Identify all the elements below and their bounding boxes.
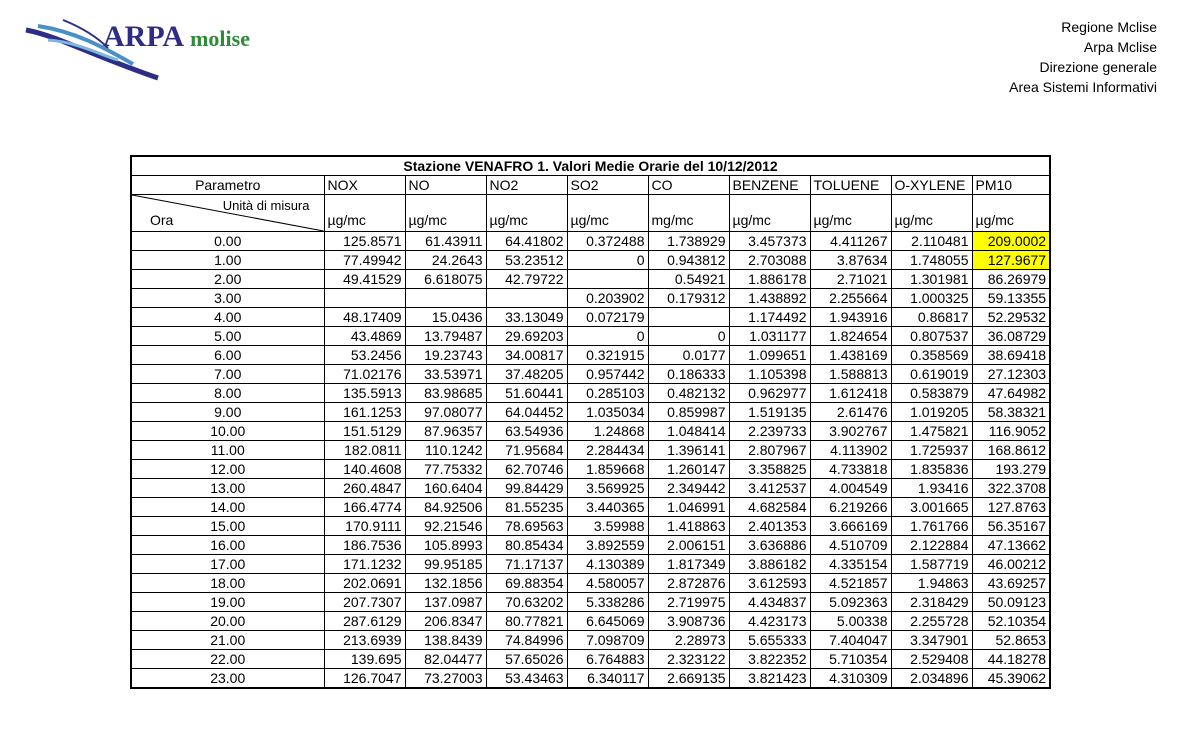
table-row — [131, 365, 1050, 384]
value-cell: 0.285103 — [567, 384, 648, 403]
column-header: SO2 — [567, 176, 648, 195]
value-cell: 4.434837 — [729, 593, 810, 612]
organization-header — [1009, 17, 1157, 97]
value-cell: 50.09123 — [972, 593, 1050, 612]
value-cell: 0 — [567, 327, 648, 346]
value-cell: 87.96357 — [405, 422, 486, 441]
unit-hour-header — [131, 195, 324, 232]
value-cell: 61.43911 — [405, 232, 486, 251]
unit-cell: µg/mc — [486, 195, 567, 232]
value-cell: 33.53971 — [405, 365, 486, 384]
value-cell: 1.418863 — [648, 517, 729, 536]
value-cell: 3.358825 — [729, 460, 810, 479]
value-cell: 213.6939 — [324, 631, 405, 650]
value-cell: 139.695 — [324, 650, 405, 669]
value-cell: 3.59988 — [567, 517, 648, 536]
value-cell: 36.08729 — [972, 327, 1050, 346]
value-cell: 127.9677 — [972, 251, 1050, 270]
table-row — [131, 517, 1050, 536]
value-cell: 2.61476 — [810, 403, 891, 422]
org-line: Regione Mclise — [1061, 19, 1157, 35]
value-cell: 4.335154 — [810, 555, 891, 574]
table-row — [131, 536, 1050, 555]
value-cell: 56.35167 — [972, 517, 1050, 536]
value-cell: 1.105398 — [729, 365, 810, 384]
table-row — [131, 441, 1050, 460]
value-cell: 2.255728 — [891, 612, 972, 631]
value-cell: 4.521857 — [810, 574, 891, 593]
value-cell: 4.510709 — [810, 536, 891, 555]
value-cell: 3.822352 — [729, 650, 810, 669]
value-cell: 5.00338 — [810, 612, 891, 631]
value-cell: 186.7536 — [324, 536, 405, 555]
value-cell: 78.69563 — [486, 517, 567, 536]
hour-cell: 12.00 — [131, 460, 324, 479]
value-cell: 2.284434 — [567, 441, 648, 460]
value-cell: 27.12303 — [972, 365, 1050, 384]
column-header: NO — [405, 176, 486, 195]
value-cell: 47.13662 — [972, 536, 1050, 555]
value-cell: 3.440365 — [567, 498, 648, 517]
value-cell: 2.349442 — [648, 479, 729, 498]
column-header: CO — [648, 176, 729, 195]
value-cell: 6.340117 — [567, 669, 648, 689]
hour-cell: 4.00 — [131, 308, 324, 327]
value-cell: 2.872876 — [648, 574, 729, 593]
org-line: Arpa Mclise — [1083, 39, 1157, 55]
value-cell: 1.588813 — [810, 365, 891, 384]
value-cell: 0.86817 — [891, 308, 972, 327]
value-cell: 151.5129 — [324, 422, 405, 441]
org-line: Area Sistemi Informativi — [1009, 79, 1157, 95]
value-cell: 110.1242 — [405, 441, 486, 460]
table-row — [131, 498, 1050, 517]
value-cell: 86.26979 — [972, 270, 1050, 289]
value-cell: 47.64982 — [972, 384, 1050, 403]
value-cell: 4.130389 — [567, 555, 648, 574]
value-cell — [324, 289, 405, 308]
value-cell: 0.619019 — [891, 365, 972, 384]
param-label: Parametro — [131, 176, 324, 195]
unit-cell: µg/mc — [729, 195, 810, 232]
value-cell: 1.824654 — [810, 327, 891, 346]
value-cell: 77.49942 — [324, 251, 405, 270]
unit-label: Unità di misura — [222, 198, 310, 213]
value-cell: 71.17137 — [486, 555, 567, 574]
value-cell: 92.21546 — [405, 517, 486, 536]
value-cell: 126.7047 — [324, 669, 405, 689]
hour-cell: 22.00 — [131, 650, 324, 669]
value-cell — [405, 289, 486, 308]
arpa-molise-logo — [8, 14, 268, 84]
value-cell: 1.000325 — [891, 289, 972, 308]
value-cell: 1.046991 — [648, 498, 729, 517]
value-cell: 1.519135 — [729, 403, 810, 422]
value-cell: 97.08077 — [405, 403, 486, 422]
value-cell: 0.962977 — [729, 384, 810, 403]
value-cell — [567, 270, 648, 289]
table-row — [131, 403, 1050, 422]
value-cell: 1.761766 — [891, 517, 972, 536]
value-cell: 2.323122 — [648, 650, 729, 669]
unit-cell: µg/mc — [972, 195, 1050, 232]
column-header: TOLUENE — [810, 176, 891, 195]
column-header: PM10 — [972, 176, 1050, 195]
hour-cell: 20.00 — [131, 612, 324, 631]
value-cell: 6.645069 — [567, 612, 648, 631]
column-header: NOX — [324, 176, 405, 195]
value-cell: 4.423173 — [729, 612, 810, 631]
value-cell: 5.710354 — [810, 650, 891, 669]
value-cell: 2.006151 — [648, 536, 729, 555]
value-cell: 53.43463 — [486, 669, 567, 689]
value-cell: 2.122884 — [891, 536, 972, 555]
value-cell: 52.10354 — [972, 612, 1050, 631]
hour-cell: 11.00 — [131, 441, 324, 460]
table-row — [131, 289, 1050, 308]
hour-cell: 14.00 — [131, 498, 324, 517]
value-cell: 1.817349 — [648, 555, 729, 574]
hour-cell: 13.00 — [131, 479, 324, 498]
value-cell: 1.748055 — [891, 251, 972, 270]
value-cell: 71.02176 — [324, 365, 405, 384]
hourly-values-table — [130, 155, 1051, 689]
value-cell: 46.00212 — [972, 555, 1050, 574]
value-cell: 4.411267 — [810, 232, 891, 251]
value-cell: 5.092363 — [810, 593, 891, 612]
hour-cell: 6.00 — [131, 346, 324, 365]
value-cell: 105.8993 — [405, 536, 486, 555]
value-cell: 59.13355 — [972, 289, 1050, 308]
value-cell: 161.1253 — [324, 403, 405, 422]
hour-cell: 19.00 — [131, 593, 324, 612]
value-cell: 80.77821 — [486, 612, 567, 631]
value-cell: 38.69418 — [972, 346, 1050, 365]
value-cell: 0.807537 — [891, 327, 972, 346]
value-cell: 1.93416 — [891, 479, 972, 498]
value-cell: 51.60441 — [486, 384, 567, 403]
column-header: O-XYLENE — [891, 176, 972, 195]
table-row — [131, 593, 1050, 612]
value-cell: 3.569925 — [567, 479, 648, 498]
value-cell: 2.034896 — [891, 669, 972, 689]
value-cell: 116.9052 — [972, 422, 1050, 441]
value-cell: 3.87634 — [810, 251, 891, 270]
value-cell: 2.719975 — [648, 593, 729, 612]
value-cell: 3.908736 — [648, 612, 729, 631]
value-cell: 4.004549 — [810, 479, 891, 498]
value-cell: 1.035034 — [567, 403, 648, 422]
unit-cell: µg/mc — [891, 195, 972, 232]
value-cell: 138.8439 — [405, 631, 486, 650]
value-cell: 57.65026 — [486, 650, 567, 669]
value-cell: 171.1232 — [324, 555, 405, 574]
value-cell: 6.219266 — [810, 498, 891, 517]
value-cell: 3.821423 — [729, 669, 810, 689]
table-title: Stazione VENAFRO 1. Valori Medie Orarie del 10/12/2012 — [131, 156, 1050, 176]
value-cell: 1.019205 — [891, 403, 972, 422]
value-cell: 4.733818 — [810, 460, 891, 479]
brand-sub: molise — [190, 26, 250, 51]
value-cell: 3.636886 — [729, 536, 810, 555]
column-header: BENZENE — [729, 176, 810, 195]
hour-cell: 1.00 — [131, 251, 324, 270]
table-row — [131, 555, 1050, 574]
value-cell: 1.24868 — [567, 422, 648, 441]
value-cell — [648, 308, 729, 327]
value-cell: 0.957442 — [567, 365, 648, 384]
value-cell: 1.835836 — [891, 460, 972, 479]
value-cell: 19.23743 — [405, 346, 486, 365]
value-cell: 0.179312 — [648, 289, 729, 308]
hour-cell: 8.00 — [131, 384, 324, 403]
value-cell: 0 — [648, 327, 729, 346]
value-cell: 193.279 — [972, 460, 1050, 479]
table-row — [131, 612, 1050, 631]
hour-cell: 18.00 — [131, 574, 324, 593]
value-cell: 74.84996 — [486, 631, 567, 650]
value-cell: 6.764883 — [567, 650, 648, 669]
value-cell: 3.612593 — [729, 574, 810, 593]
value-cell: 135.5913 — [324, 384, 405, 403]
value-cell: 125.8571 — [324, 232, 405, 251]
value-cell: 207.7307 — [324, 593, 405, 612]
value-cell: 1.475821 — [891, 422, 972, 441]
table-row — [131, 669, 1050, 689]
hour-label: Ora — [150, 212, 174, 228]
table-row — [131, 346, 1050, 365]
value-cell: 45.39062 — [972, 669, 1050, 689]
unit-cell: µg/mc — [324, 195, 405, 232]
unit-cell: µg/mc — [567, 195, 648, 232]
hour-cell: 23.00 — [131, 669, 324, 689]
value-cell: 1.438892 — [729, 289, 810, 308]
value-cell: 260.4847 — [324, 479, 405, 498]
hour-cell: 9.00 — [131, 403, 324, 422]
table-row — [131, 479, 1050, 498]
value-cell: 34.00817 — [486, 346, 567, 365]
value-cell: 1.859668 — [567, 460, 648, 479]
value-cell: 0.372488 — [567, 232, 648, 251]
value-cell: 0.54921 — [648, 270, 729, 289]
value-cell: 64.41802 — [486, 232, 567, 251]
value-cell: 132.1856 — [405, 574, 486, 593]
value-cell: 0.203902 — [567, 289, 648, 308]
value-cell: 0.482132 — [648, 384, 729, 403]
value-cell: 1.031177 — [729, 327, 810, 346]
value-cell — [486, 289, 567, 308]
hour-cell: 7.00 — [131, 365, 324, 384]
unit-cell: µg/mc — [405, 195, 486, 232]
value-cell: 0.0177 — [648, 346, 729, 365]
value-cell: 0.583879 — [891, 384, 972, 403]
value-cell: 1.943916 — [810, 308, 891, 327]
value-cell: 4.682584 — [729, 498, 810, 517]
value-cell: 43.69257 — [972, 574, 1050, 593]
value-cell: 1.612418 — [810, 384, 891, 403]
value-cell: 5.655333 — [729, 631, 810, 650]
value-cell: 2.669135 — [648, 669, 729, 689]
value-cell: 0 — [567, 251, 648, 270]
value-cell: 1.301981 — [891, 270, 972, 289]
value-cell: 137.0987 — [405, 593, 486, 612]
table-row — [131, 460, 1050, 479]
hour-cell: 21.00 — [131, 631, 324, 650]
value-cell: 7.098709 — [567, 631, 648, 650]
value-cell: 80.85434 — [486, 536, 567, 555]
value-cell: 2.401353 — [729, 517, 810, 536]
value-cell: 53.2456 — [324, 346, 405, 365]
value-cell: 1.048414 — [648, 422, 729, 441]
table-row — [131, 422, 1050, 441]
value-cell: 99.84429 — [486, 479, 567, 498]
value-cell: 2.110481 — [891, 232, 972, 251]
value-cell: 3.902767 — [810, 422, 891, 441]
value-cell: 3.001665 — [891, 498, 972, 517]
value-cell: 1.438169 — [810, 346, 891, 365]
value-cell: 0.321915 — [567, 346, 648, 365]
brand-name: ARPA — [103, 20, 185, 53]
value-cell: 7.404047 — [810, 631, 891, 650]
value-cell: 81.55235 — [486, 498, 567, 517]
value-cell: 2.28973 — [648, 631, 729, 650]
value-cell: 166.4774 — [324, 498, 405, 517]
value-cell: 182.0811 — [324, 441, 405, 460]
value-cell: 0.943812 — [648, 251, 729, 270]
value-cell: 73.27003 — [405, 669, 486, 689]
value-cell: 160.6404 — [405, 479, 486, 498]
value-cell: 42.79722 — [486, 270, 567, 289]
value-cell: 71.95684 — [486, 441, 567, 460]
value-cell: 3.347901 — [891, 631, 972, 650]
value-cell: 48.17409 — [324, 308, 405, 327]
value-cell: 0.186333 — [648, 365, 729, 384]
value-cell: 44.18278 — [972, 650, 1050, 669]
value-cell: 1.174492 — [729, 308, 810, 327]
value-cell: 69.88354 — [486, 574, 567, 593]
value-cell: 3.892559 — [567, 536, 648, 555]
value-cell: 84.92506 — [405, 498, 486, 517]
value-cell: 1.099651 — [729, 346, 810, 365]
value-cell: 4.580057 — [567, 574, 648, 593]
value-cell: 15.0436 — [405, 308, 486, 327]
value-cell: 53.23512 — [486, 251, 567, 270]
hour-cell: 15.00 — [131, 517, 324, 536]
value-cell: 33.13049 — [486, 308, 567, 327]
value-cell: 52.8653 — [972, 631, 1050, 650]
value-cell: 2.807967 — [729, 441, 810, 460]
hour-cell: 16.00 — [131, 536, 324, 555]
value-cell: 64.04452 — [486, 403, 567, 422]
table-row — [131, 574, 1050, 593]
value-cell: 1.725937 — [891, 441, 972, 460]
table-row — [131, 251, 1050, 270]
value-cell: 3.412537 — [729, 479, 810, 498]
value-cell: 127.8763 — [972, 498, 1050, 517]
value-cell: 24.2643 — [405, 251, 486, 270]
hour-cell: 5.00 — [131, 327, 324, 346]
unit-cell: mg/mc — [648, 195, 729, 232]
table-row — [131, 631, 1050, 650]
value-cell: 2.529408 — [891, 650, 972, 669]
value-cell: 13.79487 — [405, 327, 486, 346]
value-cell: 2.703088 — [729, 251, 810, 270]
value-cell: 3.886182 — [729, 555, 810, 574]
value-cell: 82.04477 — [405, 650, 486, 669]
value-cell: 83.98685 — [405, 384, 486, 403]
value-cell: 2.239733 — [729, 422, 810, 441]
value-cell: 2.255664 — [810, 289, 891, 308]
value-cell: 29.69203 — [486, 327, 567, 346]
table-row — [131, 308, 1050, 327]
value-cell: 3.457373 — [729, 232, 810, 251]
table-row — [131, 384, 1050, 403]
hour-cell: 3.00 — [131, 289, 324, 308]
table-row — [131, 650, 1050, 669]
value-cell: 1.94863 — [891, 574, 972, 593]
value-cell: 322.3708 — [972, 479, 1050, 498]
value-cell: 170.9111 — [324, 517, 405, 536]
value-cell: 2.71021 — [810, 270, 891, 289]
value-cell: 1.587719 — [891, 555, 972, 574]
value-cell: 206.8347 — [405, 612, 486, 631]
value-cell: 0.072179 — [567, 308, 648, 327]
value-cell: 63.54936 — [486, 422, 567, 441]
value-cell: 37.48205 — [486, 365, 567, 384]
value-cell: 202.0691 — [324, 574, 405, 593]
value-cell: 140.4608 — [324, 460, 405, 479]
value-cell: 209.0002 — [972, 232, 1050, 251]
column-header: NO2 — [486, 176, 567, 195]
value-cell: 6.618075 — [405, 270, 486, 289]
org-line: Direzione generale — [1039, 59, 1157, 75]
value-cell: 77.75332 — [405, 460, 486, 479]
value-cell: 1.738929 — [648, 232, 729, 251]
value-cell: 4.310309 — [810, 669, 891, 689]
value-cell: 62.70746 — [486, 460, 567, 479]
table-row — [131, 270, 1050, 289]
value-cell: 1.260147 — [648, 460, 729, 479]
value-cell: 49.41529 — [324, 270, 405, 289]
value-cell: 58.38321 — [972, 403, 1050, 422]
value-cell: 4.113902 — [810, 441, 891, 460]
value-cell: 287.6129 — [324, 612, 405, 631]
table-row — [131, 327, 1050, 346]
hour-cell: 10.00 — [131, 422, 324, 441]
hour-cell: 0.00 — [131, 232, 324, 251]
value-cell: 168.8612 — [972, 441, 1050, 460]
value-cell: 43.4869 — [324, 327, 405, 346]
value-cell: 52.29532 — [972, 308, 1050, 327]
value-cell: 1.886178 — [729, 270, 810, 289]
value-cell: 3.666169 — [810, 517, 891, 536]
value-cell: 0.358569 — [891, 346, 972, 365]
value-cell: 70.63202 — [486, 593, 567, 612]
value-cell: 1.396141 — [648, 441, 729, 460]
value-cell: 99.95185 — [405, 555, 486, 574]
value-cell: 0.859987 — [648, 403, 729, 422]
hour-cell: 17.00 — [131, 555, 324, 574]
hour-cell: 2.00 — [131, 270, 324, 289]
value-cell: 2.318429 — [891, 593, 972, 612]
unit-cell: µg/mc — [810, 195, 891, 232]
value-cell: 5.338286 — [567, 593, 648, 612]
table-row — [131, 232, 1050, 251]
